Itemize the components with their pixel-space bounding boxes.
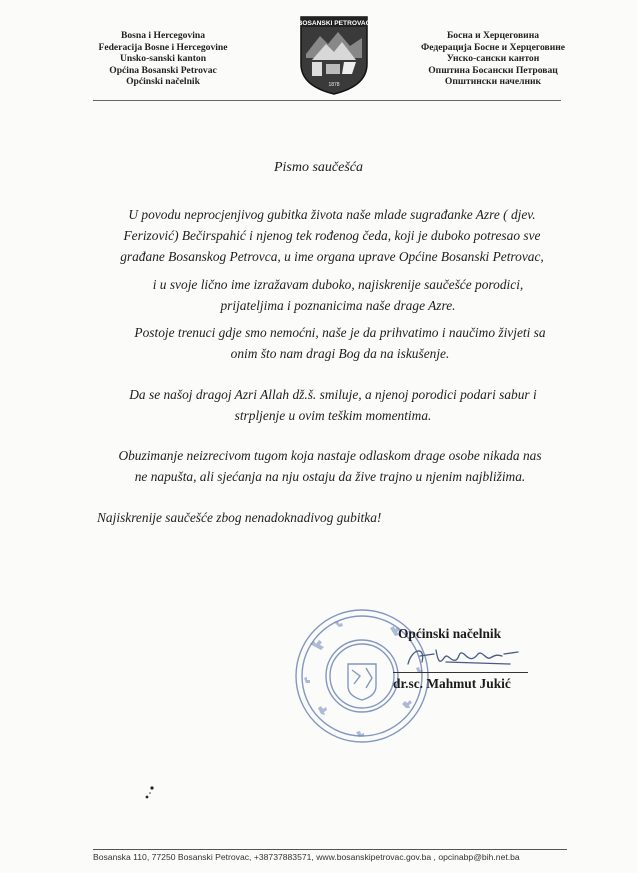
header-canton-cyr: Унско-сански кантон <box>446 53 540 65</box>
header-divider <box>93 100 561 101</box>
paragraph-line: onim što nam dragi Bog da na iskušenje. <box>230 346 450 361</box>
signature-line <box>393 672 528 673</box>
header-federation: Federacija Bosne i Hercegovine <box>98 41 228 53</box>
paragraph-line: građane Bosanskog Petrovca, u ime organa uprave Općine Bosanski Petrovac, <box>120 249 544 264</box>
letter-title: Pismo saučešća <box>273 160 364 175</box>
paragraph-line: ne napušta, ali sjećanja na nju ostaju da žive trajno u njenim najbližima. <box>134 469 526 484</box>
header-office-cyr: Општински начелник <box>444 76 542 88</box>
letter-paragraph <box>98 384 568 426</box>
header-office: Općinski načelnik <box>126 76 200 88</box>
paragraph-line: strpljenje u ovim teškim momentima. <box>234 408 432 423</box>
header-canton: Unsko-sanski kanton <box>119 53 207 65</box>
paragraph-line: Obuzimanje neizrecivom tugom koja nastaje odlaskom drage osobe nikada nas <box>118 448 542 463</box>
scan-specks <box>140 784 160 804</box>
paragraph-line: i u svoje lično ime izražavam duboko, najiskrenije saučešće porodici, <box>152 277 524 292</box>
paragraph-line: Najiskrenije saučešće zbog nenadoknadivog gubitka! <box>97 510 382 525</box>
header-latin-block <box>78 30 248 88</box>
header-country-cyr: Босна и Херцеговина <box>446 30 540 41</box>
letter-paragraph <box>98 204 566 267</box>
header-cyrillic-block <box>398 30 588 88</box>
paragraph-line: Ferizović) Bečirspahić i njenog tek rođenog čeda, koji je duboko potresao sve <box>123 228 541 243</box>
letter-paragraph <box>110 322 570 364</box>
letter-paragraph <box>90 445 570 487</box>
paragraph-line: U povodu neprocjenjivog gubitka života naše mlade sugrađanke Azre ( djev. <box>128 207 536 222</box>
municipality-crest-logo <box>298 14 370 96</box>
closing-line <box>97 507 557 528</box>
paragraph-line: prijateljima i poznanicima naše drage Azre. <box>220 298 456 313</box>
letter-paragraph <box>108 274 568 316</box>
paragraph-line: Da se našoj dragoj Azri Allah dž.š. smiluje, a njenoj porodici podari sabur i <box>129 387 537 402</box>
paragraph-line: Postoje trenuci gdje smo nemoćni, naše je da prihvatimo i naučimo živjeti sa <box>134 325 546 340</box>
header-country: Bosna i Hercegovina <box>120 30 206 41</box>
crest-label: BOSANSKI PETROVAC <box>298 20 370 27</box>
header-municipality-cyr: Општина Босански Петровац <box>428 64 558 76</box>
signatory-title: Općinski načelnik <box>398 626 502 641</box>
signatory-name: dr.sc. Mahmut Jukić <box>393 676 511 691</box>
footer-divider <box>93 849 567 850</box>
header-municipality: Općina Bosanski Petrovac <box>109 64 217 76</box>
header-federation-cyr: Федерација Босне и Херцеговине <box>420 41 566 53</box>
crest-year: 1878 <box>328 82 340 88</box>
handwritten-signature <box>386 640 526 674</box>
footer-contact: Bosanska 110, 77250 Bosanski Petrovac, +38737883571, www.bosanskipetrovac.gov.ba , opcinabp@bih.net.ba <box>93 852 520 862</box>
